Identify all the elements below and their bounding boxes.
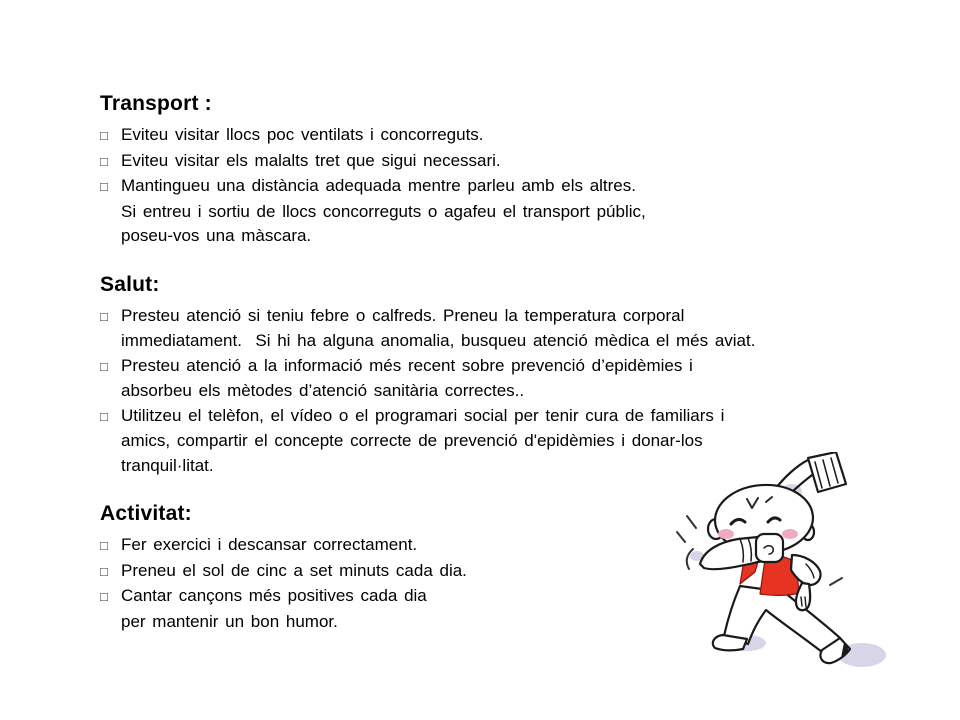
- list-item-text: tranquil·litat.: [121, 455, 214, 475]
- list-item-continuation: [100, 429, 900, 454]
- list-item-text: Si entreu i sortiu de llocs concorreguts o agafeu el transport públic,: [121, 201, 646, 221]
- bullet-square-icon: □: [100, 179, 108, 194]
- list-item-text: Fer exercici i descansar correctament.: [121, 535, 418, 554]
- list-item-text: Mantingueu una distància adequada mentre parleu amb els altres.: [121, 176, 636, 195]
- bullet-square-icon: □: [100, 408, 108, 424]
- list-item-text: Preneu el sol de cinc a set minuts cada dia.: [121, 560, 467, 580]
- legs-and-shoes: [713, 586, 850, 663]
- bullet-square-icon: □: [100, 128, 108, 143]
- list-item: [100, 123, 900, 149]
- bullet-square-icon: □: [100, 358, 108, 374]
- list-item: [100, 174, 900, 200]
- list-item-text: Cantar cançons més positives cada dia: [121, 586, 427, 605]
- list-item-text: Presteu atenció a la informació més recent sobre prevenció d’epidèmies i: [121, 355, 693, 375]
- list-item-text: immediatament. Si hi ha alguna anomalia, busqueu atenció mèdica el més aviat.: [121, 331, 756, 350]
- list-item-text: per mantenir un bon humor.: [121, 611, 338, 631]
- list-item: [100, 354, 900, 380]
- section-title: Salut:: [100, 272, 160, 296]
- list-item: [100, 149, 900, 175]
- bullet-square-icon: □: [100, 589, 108, 604]
- bullet-square-icon: □: [100, 563, 108, 579]
- bullet-square-icon: □: [100, 153, 108, 169]
- list-item-text: Utilitzeu el telèfon, el vídeo o el programari social per tenir cura de familiars i: [121, 405, 725, 425]
- section-title: Activitat:: [100, 502, 192, 525]
- list-item-text: poseu-vos una màscara.: [121, 226, 312, 245]
- list-item-text: absorbeu els mètodes d’atenció sanitària correctes..: [121, 381, 525, 400]
- list-item-continuation: [100, 379, 900, 404]
- section-salut: [100, 273, 900, 479]
- list-item-continuation: [100, 200, 900, 225]
- list-item-continuation: [100, 329, 900, 354]
- bullet-square-icon: □: [100, 538, 108, 553]
- list-item-continuation: [100, 224, 900, 249]
- list-item-text: amics, compartir el concepte correcte de prevenció d'epidèmies i donar-los: [121, 431, 703, 450]
- bullet-square-icon: □: [100, 308, 108, 324]
- list-item-text: Eviteu visitar els malalts tret que sigui necessari.: [121, 150, 501, 170]
- list-item: [100, 304, 900, 330]
- list-item: [100, 404, 900, 430]
- section-title: Transport :: [100, 92, 212, 115]
- list-item-text: Eviteu visitar llocs poc ventilats i concorreguts.: [121, 125, 484, 144]
- section-transport: [100, 92, 900, 249]
- child-coughing-illustration: [660, 452, 915, 700]
- list-item-text: Presteu atenció si teniu febre o calfreds. Preneu la temperatura corporal: [121, 305, 685, 325]
